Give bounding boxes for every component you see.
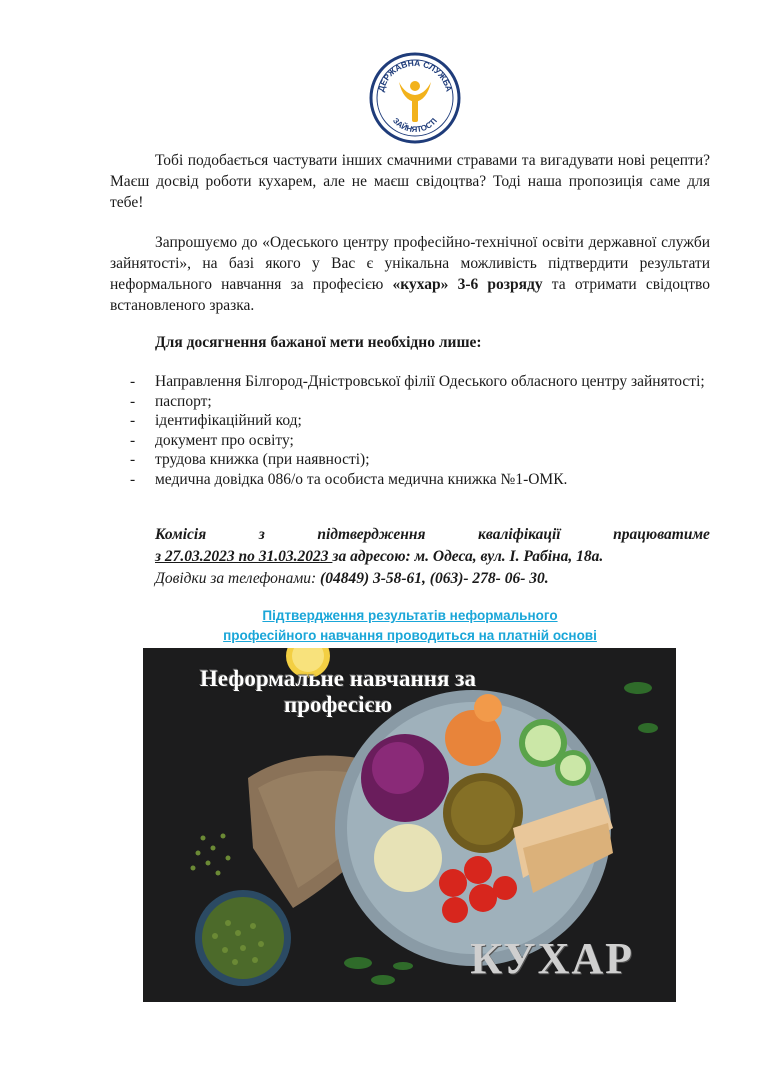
phones-line (155, 568, 710, 590)
requirement-item: - Направлення Білгород-Дністровської філії Одеського обласного центру зайнятості; (130, 373, 705, 390)
phone-numbers: (04849) 3-58-61, (063)- 278- 06- 30. (320, 570, 549, 587)
invite-paragraph (110, 232, 710, 316)
intro-paragraph (110, 150, 710, 213)
logo-text-bottom: ЗАЙНЯТОСТІ (391, 116, 439, 135)
commission-dates: з 27.03.2023 по 31.03.2023 (155, 548, 333, 565)
invite-text-part2: та отримати свідоцтво встановленого зразка. (110, 276, 710, 314)
requirements-list (110, 372, 710, 489)
requirement-item: - медична довідка 086/о та особиста медична книжка №1-ОМК. (130, 470, 568, 488)
invite-text-part1: Запрошуємо до «Одеського центру професійно-технічної освіти державної служби зайнятості», на базі якого у Вас є унікальна можливість підтвердити результати неформального навчання за професією (110, 234, 710, 293)
requirement-item: - паспорт; (130, 392, 212, 410)
requirement-item: - трудова книжка (при наявності); (130, 451, 370, 468)
notice-line-2[interactable]: професійного навчання проводиться на платній основі (223, 628, 597, 643)
profession-name: «кухар» 3-6 розряду (392, 276, 543, 293)
banner-word: КУХАР (470, 934, 634, 983)
commission-dates-line (155, 546, 710, 568)
requirements-lead: Для досягнення бажаної мети необхідно лише: (155, 334, 482, 351)
requirement-item: - документ про освіту; (130, 431, 294, 449)
paid-basis-notice[interactable] (110, 606, 710, 646)
cook-banner-image (143, 648, 676, 1002)
banner-title: Неформальне навчання за професією (200, 666, 476, 717)
commission-address: за адресою: м. Одеса, вул. І. Рабіна, 18а. (332, 548, 604, 565)
commission-line: Комісія з підтвердження кваліфікації працюватиме (155, 526, 710, 543)
commission-info (155, 524, 710, 590)
logo-text-top: ДЕРЖАВНА СЛУЖБА (375, 57, 455, 93)
intro-text: Тобі подобається частувати інших смачними стравами та вигадувати нові рецепти? Маєш досвід роботи кухарем, але не маєш свідоцтва? Тоді наша пропозиція саме для тебе! (110, 152, 710, 211)
employment-service-logo (369, 52, 461, 144)
phones-label: Довідки за телефонами: (155, 570, 321, 587)
requirement-item: - ідентифікаційний код; (130, 412, 302, 429)
notice-line-1[interactable]: Підтвердження результатів неформального (262, 608, 558, 623)
